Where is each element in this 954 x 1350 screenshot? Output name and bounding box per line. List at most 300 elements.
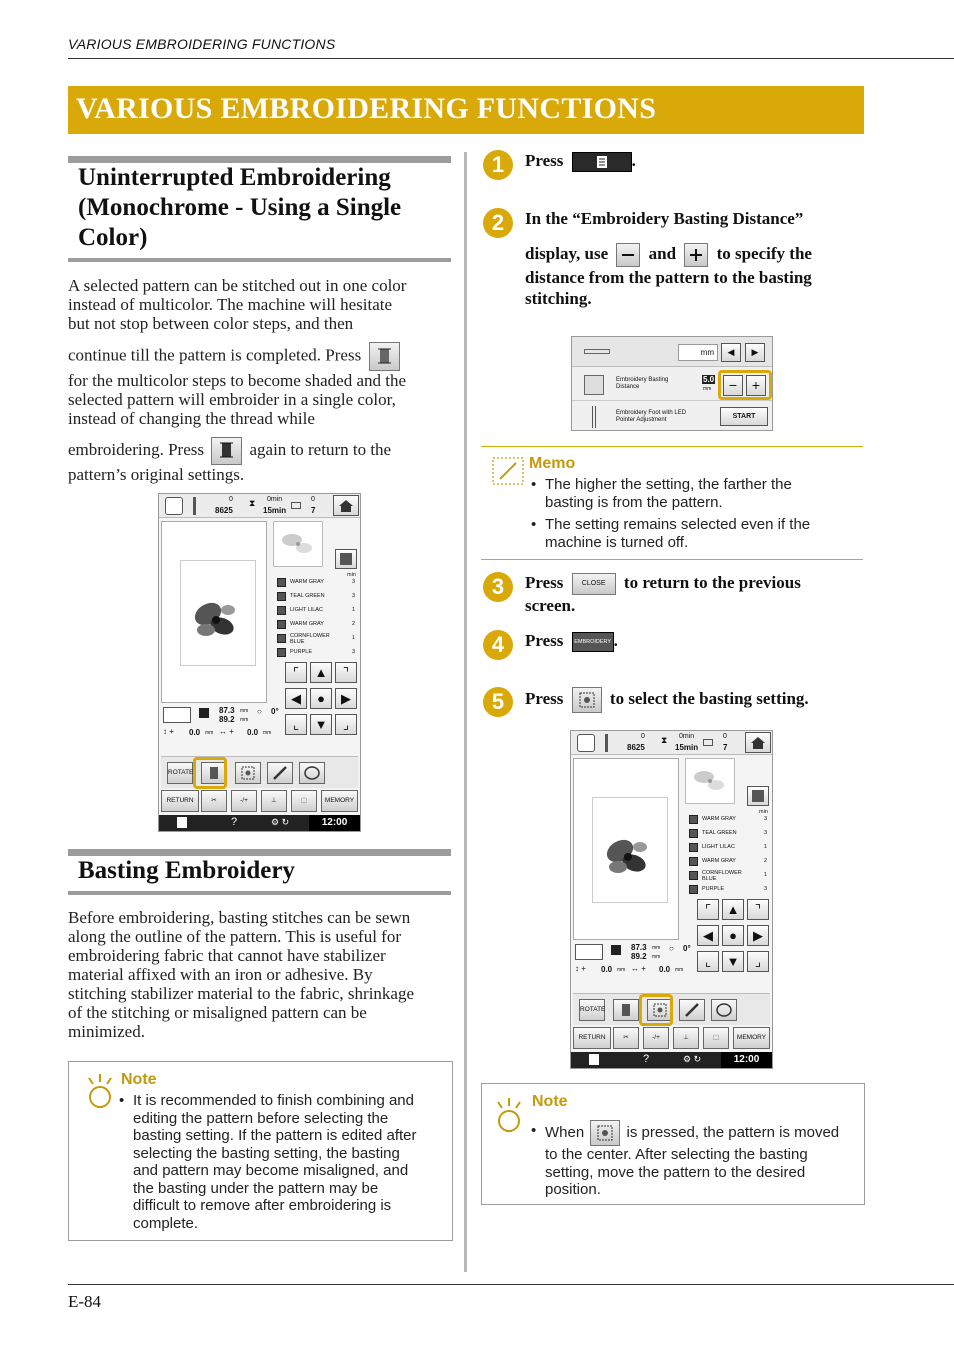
stitch-zero: 0 [229,496,233,503]
offset-vertical: 0.0 [189,728,201,737]
machine-screen-1 [158,493,361,832]
text-line: minimized. [68,1022,145,1041]
start-button[interactable]: START [720,407,768,426]
step-text-span: to specify the [716,244,812,263]
min-label: min [347,572,356,578]
home-button[interactable] [333,495,359,516]
text-line: but not stop between color steps, and then [68,314,354,333]
spool-icon [712,1000,736,1020]
settings-icon[interactable] [589,1054,599,1065]
butterfly-pattern [186,586,246,646]
scissors-icon: ✂ [623,1034,629,1041]
thread-stitch-time: 3 [763,816,767,822]
tension-button[interactable] [643,1027,669,1049]
note-box-2 [481,1083,865,1205]
memory-button[interactable]: MEMORY [321,790,358,812]
thread-swatch [689,843,698,852]
minus-button-icon [616,243,640,267]
size-height: 89.2 [631,952,647,961]
move-down-button[interactable]: ▼ [722,951,744,972]
offset-unit: mm [263,730,272,736]
text-line: selected pattern will embroider in a single color, [68,390,396,409]
section-bar-bottom [68,891,451,895]
pencil-icon [680,1000,704,1020]
thread-stitch-time: 1 [763,844,767,850]
scissors-icon: ✂ [211,797,217,804]
basting-button-icon [590,1120,620,1146]
basting-distance-unit: mm [703,386,712,392]
pointer-icon [592,406,596,428]
thread-name: PURPLE [290,649,313,655]
thread-stitch-time: 1 [351,635,355,641]
note-line: position. [545,1181,601,1198]
thread-swatch [689,815,698,824]
thread-swatch [277,578,286,587]
memo-label: Memo [529,455,576,472]
memo-rule-bottom [481,559,863,560]
basting-button-icon [572,687,602,713]
thread-stitch-time: 1 [763,872,767,878]
size-width: 87.3 [631,943,647,952]
memory-button[interactable]: MEMORY [733,1027,770,1049]
thread-swatch [277,620,286,629]
note-line: basting setting. If the pattern is edited after [133,1127,417,1144]
edit-toolbar [161,756,358,788]
title-line: (Monochrome - Using a Single [78,194,402,221]
step-text-span: Press [525,631,564,650]
step-number-2: 2 [483,208,513,238]
move-down-right-button[interactable]: ⌟ [747,951,769,972]
move-left-button[interactable]: ◀ [697,925,719,946]
stitch-count: 8625 [215,506,233,515]
rotate-icon: ○ [669,944,674,953]
highlight-frame [193,757,227,789]
single-color-button[interactable] [613,999,639,1021]
move-down-left-button[interactable]: ⌞ [285,714,307,735]
note-span: is pressed, the pattern is moved [626,1123,840,1141]
label-line: Pointer Adjustment [616,417,667,423]
clock: 12:00 [721,1052,772,1068]
tension-button[interactable] [231,790,257,812]
note-line: setting, move the pattern to the desired [545,1163,806,1181]
thread-row [277,604,355,617]
thread-row [277,618,355,631]
spool-icon [300,763,324,783]
note-box-1 [68,1061,453,1241]
home-button[interactable] [745,732,771,753]
frame-trace-icon: ⬚ [712,1034,720,1041]
step-text-span: . [613,631,618,650]
note-label: Note [532,1093,568,1110]
highlight-frame [639,994,673,1026]
action-toolbar [573,1027,770,1051]
offset-horizontal: 0.0 [659,965,671,974]
text-line: instead of multicolor. The machine will hesitate [68,295,393,314]
offset-horizontal: 0.0 [247,728,259,737]
presser-foot-icon [577,734,595,752]
rotate-icon: ○ [257,707,262,716]
step-2-text [525,208,855,309]
tension-icon: -/+ [240,797,248,804]
thread-swatch [277,592,286,601]
ruler-icon [584,349,610,354]
note-line: editing the pattern before selecting the [133,1109,389,1127]
step-line: screen. [525,596,576,616]
offset-vertical: 0.0 [601,965,613,974]
panel-header [572,337,772,367]
lightbulb-icon [85,1072,115,1112]
basting-button[interactable] [235,762,261,784]
home-icon [746,733,770,752]
jump-cut-button[interactable] [613,1027,639,1049]
thread-view-button[interactable] [335,549,357,569]
close-button-icon: CLOSE [572,573,616,595]
trial-icon: ⊥ [683,1034,689,1041]
move-down-button[interactable]: ▼ [310,714,332,735]
thread-row [689,883,767,896]
single-color-icon [614,1000,638,1020]
thread-name: TEAL GREEN [702,830,737,836]
memo-pencil-icon [492,457,524,485]
trial-button[interactable] [673,1027,699,1049]
return-button[interactable]: RETURN [573,1027,611,1049]
size-unit: mm [652,954,661,960]
basting-icon [584,375,604,395]
thread-stitch-time: 3 [351,593,355,599]
thread-name: PURPLE [702,886,725,892]
angle-value: 0° [271,707,279,716]
step-text-span: . [631,151,636,170]
time-total: 15min [675,743,699,752]
note-span: When [545,1123,585,1141]
frame-size-icon [163,707,191,723]
step-text-span: Press [525,688,564,708]
basting-distance-value: 5.0 [703,375,715,384]
spool-icon [291,502,301,509]
led-icon: ⚙ ↻ [271,817,290,827]
thread-name: CORNFLOWER BLUE [702,870,742,882]
text-line: material affixed with an iron or adhesive. By [68,965,373,984]
edit-pencil-button[interactable] [267,762,293,784]
min-label: min [759,809,768,815]
text-line: stitching stabilizer material to the fabric, shrinkage [68,984,415,1003]
vertical-offset-icon: ↕ + [163,727,174,736]
thread-name: LIGHT LILAC [290,607,323,613]
text-line: of the stitching or misaligned pattern can be [68,1003,367,1022]
step-1-text [525,150,636,172]
step-text-span: Press [525,151,564,170]
note-line: and pattern may become misaligned, and [133,1162,409,1179]
basting-distance-row [572,369,772,401]
needle-icon [605,734,608,752]
plus-button-icon [684,243,708,267]
thread-row [689,855,767,868]
thread-swatch [689,857,698,866]
move-up-button[interactable]: ▲ [310,662,332,683]
distance-plus-button[interactable]: + [746,375,766,396]
note-line: complete. [133,1214,199,1232]
screen-bottom-bar [159,815,360,831]
size-info-panel [161,705,281,745]
pencil-icon [268,763,292,783]
settings-icon[interactable] [177,817,187,828]
section-title-uninterrupted [78,163,448,253]
thread-swatch [277,634,286,643]
thread-swatch [277,648,286,657]
help-icon[interactable]: ? [231,816,238,828]
time-elapsed: 0min [679,733,695,740]
step-number-4: 4 [483,630,513,660]
column-divider [464,152,467,1272]
screen-bottom-bar [571,1052,772,1068]
hourglass-icon: ⧗ [249,498,256,508]
basting-distance-label [616,377,668,391]
memo-line: basting is from the pattern. [545,493,723,511]
offset-unit: mm [205,730,214,736]
thread-swatch [689,829,698,838]
move-up-right-button[interactable]: ⌝ [747,899,769,920]
thread-row [277,590,355,603]
memo-text: • The higher the setting, the farther the basting is from the pattern. • The setting remains selected even if the machine is turned off. [531,476,861,551]
note-text: • It is recommended to finish combining and editing the pattern before selecting the basting setting. If the pattern is edited after selecting the basting setting, the basting and pattern may become misaligned, and the basting under the pattern may be difficult to remove after embroidering is complete. [119,1092,449,1232]
color-zero: 0 [311,496,315,503]
basting-icon [236,763,260,783]
return-button[interactable]: RETURN [161,790,199,812]
step-line: In the “Embroidery Basting Distance” [525,209,804,228]
label-line: Embroidery Foot with LED [616,410,687,416]
size-icon [611,945,621,955]
needle-icon [193,497,196,515]
tension-icon: -/+ [652,1034,660,1041]
thread-swatch [689,885,698,894]
horizontal-offset-icon: ↔ + [219,727,234,736]
thread-stitch-time: 2 [763,858,767,864]
note-label: Note [121,1071,157,1088]
thread-row [277,632,355,645]
led-pointer-row [572,403,772,431]
step-text-span: Press [525,573,564,592]
screen-status-bar [571,731,772,755]
frame-trace-button[interactable] [703,1027,729,1049]
move-up-left-button[interactable]: ⌜ [285,662,307,683]
horizontal-offset-icon: ↔ + [631,964,646,973]
pattern-thumbnail [685,758,735,804]
screen-status-bar [159,494,360,518]
title-band [68,86,864,134]
embroidery-preview [161,521,267,703]
offset-unit: mm [675,967,684,973]
thread-name: LIGHT LILAC [702,844,735,850]
machine-screen-2 [570,730,773,1069]
edit-pencil-button[interactable] [679,999,705,1021]
text-line: instead of changing the thread while [68,409,315,428]
butterfly-pattern [598,823,658,883]
section-bar-bottom [68,258,451,262]
distance-minus-button[interactable]: − [723,375,743,396]
jump-cut-button[interactable] [201,790,227,812]
note-line: the basting under the pattern may be [133,1179,379,1197]
text-line [68,437,453,465]
section-bar-top [68,849,451,856]
help-icon[interactable]: ? [643,1053,650,1065]
note-line: difficult to remove after embroidering is [133,1197,392,1214]
step-line: distance from the pattern to the basting [525,268,812,288]
step-text-span: to return to the previous [623,573,801,592]
page-next-button[interactable]: ▶ [745,343,765,362]
thread-stitch-time: 3 [763,830,767,836]
section1-paragraph [68,276,453,484]
header-rule [68,58,954,59]
thread-name: WARM GRAY [290,579,324,585]
page-prev-button[interactable]: ◀ [721,343,741,362]
thread-swatch [689,871,698,880]
step-4-text [525,630,618,652]
thread-row [277,646,355,659]
memo-rule-top [481,446,863,447]
thread-view-icon [748,787,768,805]
step-text-span: and [648,244,677,263]
section2-paragraph [68,908,453,1041]
angle-value: 0° [683,944,691,953]
step-line [525,572,855,595]
pattern-thumbnail [273,521,323,567]
title-line: Color) [78,224,148,251]
step-text-span: display, use [525,244,609,263]
step-line [525,243,855,267]
note-line: selecting the basting setting, the basting [133,1144,400,1162]
frame-size-icon [575,944,603,960]
frame-trace-icon: ⬚ [300,797,308,804]
step-number-1: 1 [483,150,513,180]
move-center-button[interactable]: ● [310,688,332,709]
footer-rule [68,1284,954,1285]
thread-stitch-time: 1 [351,607,355,613]
hourglass-icon: ⧗ [661,735,668,745]
single-color-button-icon [369,342,400,371]
thread-spool-button[interactable] [711,999,737,1021]
offset-unit: mm [617,967,626,973]
embroidery-preview [573,758,679,940]
thread-name: WARM GRAY [702,858,736,864]
memo-line: machine is turned off. [545,533,689,551]
step-number-5: 5 [483,687,513,717]
size-width: 87.3 [219,706,235,715]
move-up-left-button[interactable]: ⌜ [697,899,719,920]
running-head: VARIOUS EMBROIDERING FUNCTIONS [68,36,336,52]
settings-button-icon [572,152,632,172]
text-line: Before embroidering, basting stitches can be sewn [68,908,411,927]
thread-view-icon [336,550,356,568]
move-left-button[interactable]: ◀ [285,688,307,709]
lightbulb-icon [494,1096,524,1136]
thread-name: WARM GRAY [290,621,324,627]
basting-settings-panel [571,336,773,431]
note-line: to the center. After selecting the basting [545,1146,808,1163]
move-right-button[interactable]: ▶ [747,925,769,946]
vertical-offset-icon: ↕ + [575,964,586,973]
note-line: It is recommended to finish combining and [133,1092,414,1109]
thread-spool-button[interactable] [299,762,325,784]
rotate-button[interactable]: ROTATE [167,762,193,784]
clock: 12:00 [309,815,360,831]
page-number: E-84 [68,1292,102,1311]
note-text: • When is pressed, the pattern is moved to the center. After selecting the basting setting, move the pattern to the desired position. [531,1120,861,1199]
move-down-right-button[interactable]: ⌟ [335,714,357,735]
thread-row [277,576,355,589]
thread-stitch-time: 3 [763,886,767,892]
time-elapsed: 0min [267,496,283,503]
size-unit: mm [240,717,249,723]
label-line: Embroidery Basting [616,377,669,383]
text-line: along the outline of the pattern. This is useful for [68,927,402,946]
thread-swatch [277,606,286,615]
color-total: 7 [723,743,728,752]
thread-name: CORNFLOWER BLUE [290,633,330,645]
time-total: 15min [263,506,287,515]
move-up-right-button[interactable]: ⌝ [335,662,357,683]
led-pointer-label [616,410,686,424]
rotate-button[interactable]: ROTATE [579,999,605,1021]
step-5-text [525,687,809,713]
color-zero: 0 [723,733,727,740]
section-title-basting: Basting Embroidery [78,857,295,884]
note-line [545,1120,861,1146]
size-unit: mm [240,708,249,714]
text-line: pattern’s original settings. [68,465,245,484]
unit-display: mm [678,344,718,361]
text-line: A selected pattern can be stitched out in one color [68,276,407,295]
thread-row [689,841,767,854]
thread-view-button[interactable] [747,786,769,806]
text-span: again to return to the [249,439,392,459]
move-right-button[interactable]: ▶ [335,688,357,709]
thread-row [689,827,767,840]
frame-trace-button[interactable] [291,790,317,812]
thread-stitch-time: 3 [351,649,355,655]
memo-line: The higher the setting, the farther the [545,476,792,493]
memo-line: The setting remains selected even if the [545,516,811,533]
text-line: embroidering fabric that cannot have stabilizer [68,946,386,965]
size-height: 89.2 [219,715,235,724]
stitch-count: 8625 [627,743,645,752]
color-total: 7 [311,506,316,515]
move-center-button[interactable]: ● [722,925,744,946]
move-down-left-button[interactable]: ⌞ [697,951,719,972]
thread-name: TEAL GREEN [290,593,325,599]
stitch-zero: 0 [641,733,645,740]
trial-icon: ⊥ [271,797,277,804]
led-icon: ⚙ ↻ [683,1054,702,1064]
text-line [68,342,453,371]
text-span: continue till the pattern is completed. Press [68,345,362,365]
thread-stitch-time: 2 [351,621,355,627]
size-info-panel [573,942,693,982]
size-unit: mm [652,945,661,951]
thread-name: WARM GRAY [702,816,736,822]
thread-row [689,869,767,882]
step-3-text [525,572,855,616]
edit-toolbar [573,993,770,1025]
label-line: Distance [616,384,640,390]
move-up-button[interactable]: ▲ [722,899,744,920]
home-icon [334,496,358,515]
title-line: Uninterrupted Embroidering [78,164,391,191]
step-number-3: 3 [483,572,513,602]
step-text-span: to select the basting setting. [609,688,809,708]
step-line: stitching. [525,289,592,309]
page-title: VARIOUS EMBROIDERING FUNCTIONS [76,92,657,125]
trial-button[interactable] [261,790,287,812]
